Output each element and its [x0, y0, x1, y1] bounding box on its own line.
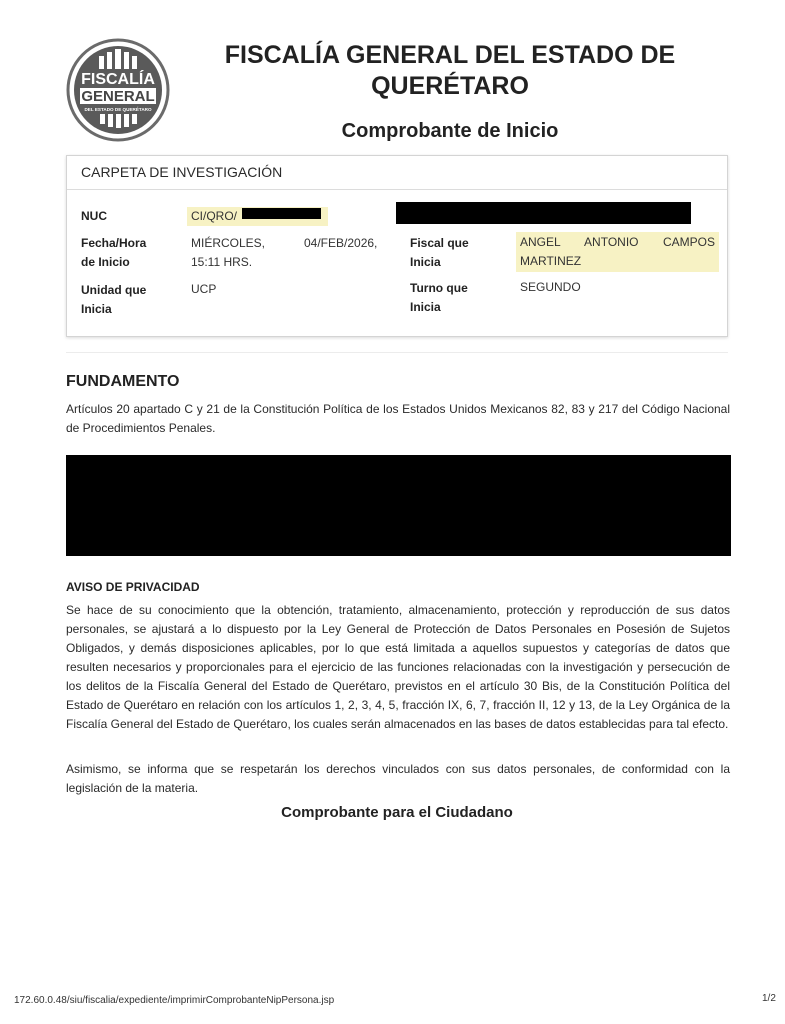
fecha-day: MIÉRCOLES,	[191, 236, 266, 250]
privacy-paragraph-1: Se hace de su conocimiento que la obtención, tratamiento, almacenamiento, protección y reproducción de sus datos personales, se ajustará a lo dispuesto por la Ley General de Protección de Datos Personales en Posesión de Sujetos Obligados, y demás disposiciones aplicables, por lo que está limitada a aquellos supuestos y categorías de datos que resulten necesarios y proporcionales para el ejercicio de las funciones relacionadas con la investigación y persecución de los delitos de la Fiscalía General del Estado de Querétaro, previstos en el artículo 30 Bis, de la Constitución Política del Estado de Querétaro en relación con los artículos 1, 2, 3, 4, 5, fracción IX, 6, 7, fracción II, 12 y 13, de la Ley Orgánica de la Fiscalía General del Estado de Querétaro, los cuales serán almacenados en las bases de datos establecidas para tal efecto.	[66, 603, 730, 731]
section-divider	[66, 352, 728, 353]
fecha-date: 04/FEB/2026,	[304, 236, 378, 250]
citizen-receipt-title: Comprobante para el Ciudadano	[281, 804, 513, 821]
privacy-paragraph-2: Asimismo, se informa que se respetarán los derechos vinculados con sus datos personales, de conformidad con la legislación de la materia.	[66, 762, 730, 795]
logo-line3: DEL ESTADO DE QUERÉTARO	[84, 107, 152, 112]
page-subtitle: Comprobante de Inicio	[341, 120, 559, 142]
fiscal-label: Fiscal que Inicia	[410, 236, 469, 269]
turno-label: Turno que Inicia	[410, 281, 468, 314]
redaction-block-top	[396, 202, 691, 224]
fecha-time: 15:11 HRS.	[191, 255, 253, 269]
nuc-label: NUC	[81, 209, 107, 223]
logo-line1: FISCALÍA	[81, 71, 155, 88]
fiscalia-logo	[66, 38, 170, 142]
turno-value: SEGUNDO	[520, 280, 581, 294]
page-title: FISCALÍA GENERAL DEL ESTADO DE QUERÉTARO	[224, 41, 676, 100]
page-number: 1/2	[762, 993, 776, 1004]
nuc-value: CI/QRO/	[187, 207, 328, 226]
unidad-label: Unidad que Inicia	[81, 283, 147, 316]
redaction-large-block	[66, 455, 731, 556]
print-url: 172.60.0.48/siu/fiscalia/expediente/imprimirComprobanteNipPersona.jsp	[14, 995, 335, 1006]
investigation-card	[66, 155, 728, 337]
card-heading: CARPETA DE INVESTIGACIÓN	[67, 156, 727, 190]
fecha-label: Fecha/Hora de Inicio	[81, 236, 147, 269]
unidad-value: UCP	[191, 282, 217, 296]
redaction-nuc	[242, 208, 321, 219]
fundamento-title: FUNDAMENTO	[66, 373, 180, 390]
fundamento-text: Artículos 20 apartado C y 21 de la Constitución Política de los Estados Unidos Mexicanos 82, 83 y 217 del Código Nacional de Procedimientos Penales.	[66, 402, 730, 435]
privacy-title: AVISO DE PRIVACIDAD	[66, 580, 200, 594]
logo-line2: GENERAL	[81, 88, 155, 105]
fiscal-value: ANGEL ANTONIO CAMPOS MARTINEZ	[516, 232, 719, 272]
